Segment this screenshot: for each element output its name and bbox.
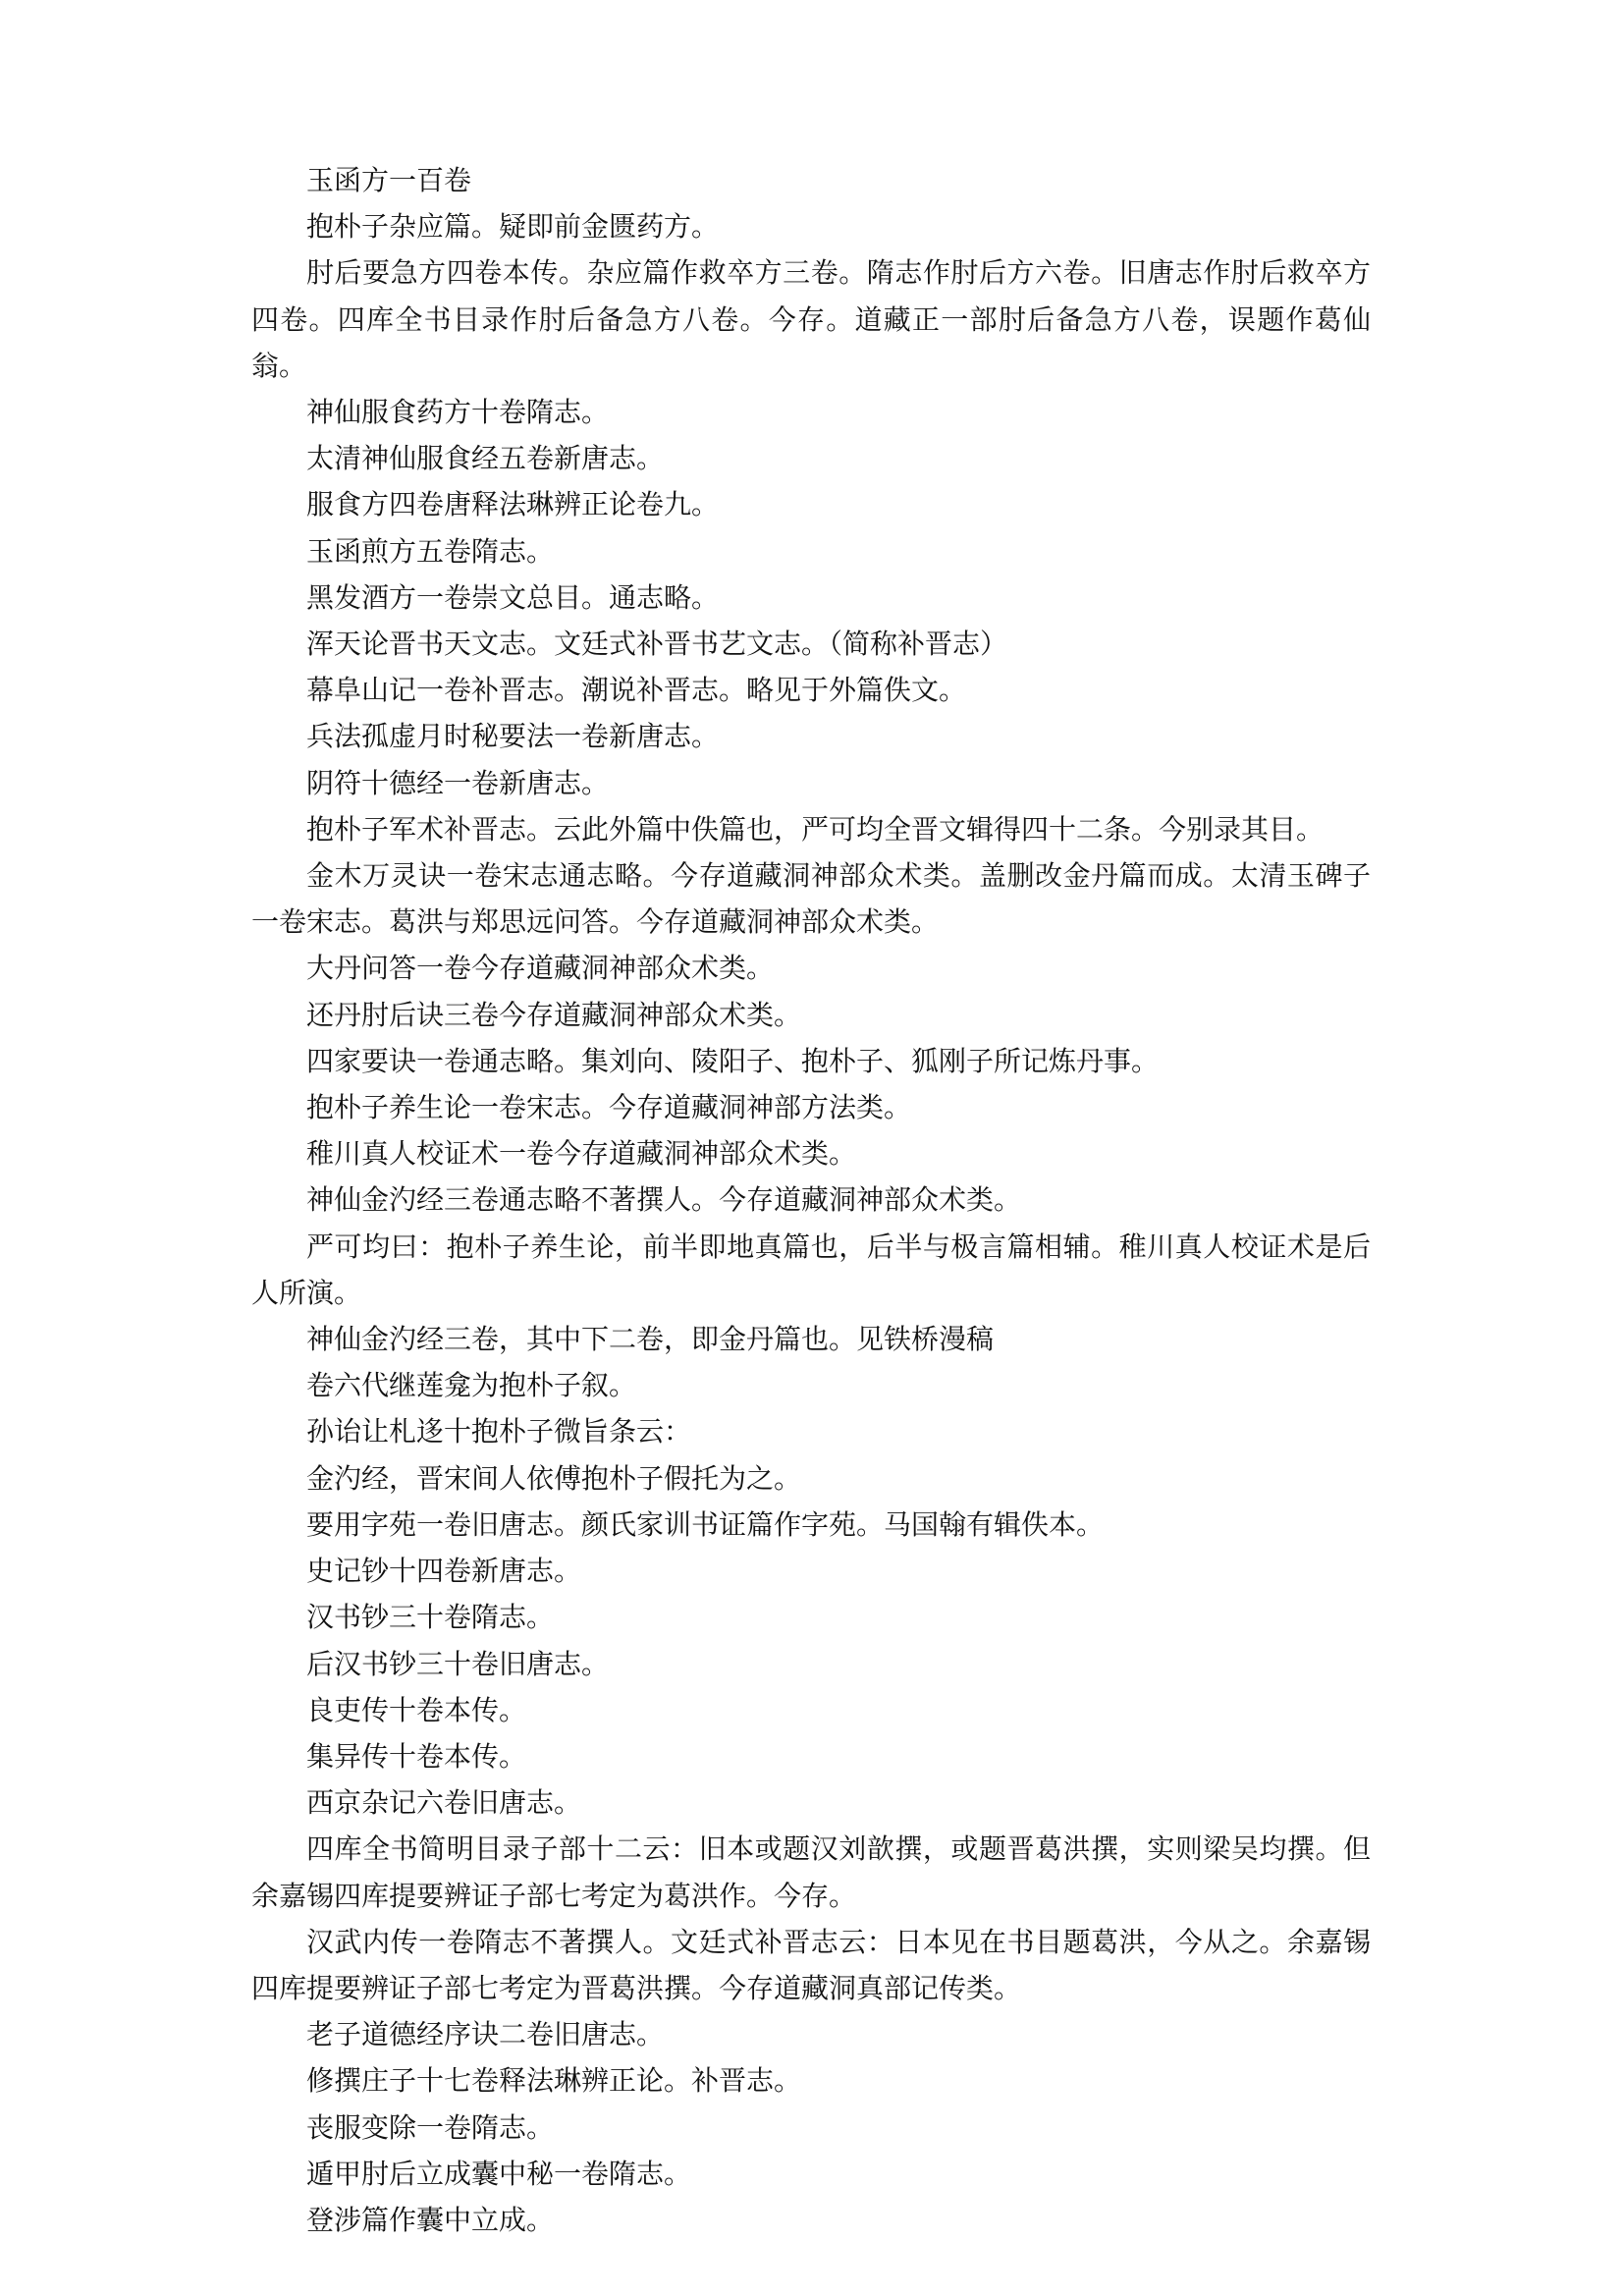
paragraph: 史记钞十四卷新唐志。	[306, 1555, 582, 1588]
paragraph: 浑天论晋书天文志。文廷式补晋书艺文志。（简称补晋志）	[306, 628, 1008, 661]
paragraph: 太清神仙服食经五卷新唐志。	[306, 442, 665, 475]
paragraph: 丧服变除一卷隋志。	[306, 2110, 555, 2144]
paragraph: 遁甲肘后立成囊中秘一卷隋志。	[306, 2157, 692, 2190]
paragraph: 后汉书钞三十卷旧唐志。	[306, 1647, 610, 1680]
paragraph: 肘后要急方四卷本传。杂应篇作救卒方三卷。隋志作肘后方六卷。旧唐志作肘后救卒方四卷。四库全书目录作肘后备急方八卷。今存。道藏正一部肘后备急方八卷，误题作葛仙翁。	[251, 256, 1371, 382]
paragraph: 神仙金汋经三卷通志略不著撰人。今存道藏洞神部众术类。	[306, 1183, 1022, 1217]
paragraph: 黑发酒方一卷崇文总目。通志略。	[306, 580, 720, 614]
paragraph: 严可均曰：抱朴子养生论，前半即地真篇也，后半与极言篇相辅。稚川真人校证术是后人所演。	[251, 1230, 1371, 1309]
paragraph: 玉函煎方五卷隋志。	[306, 534, 555, 568]
paragraph: 阴符十德经一卷新唐志。	[306, 766, 610, 799]
paragraph: 四家要诀一卷通志略。集刘向、陵阳子、抱朴子、狐刚子所记炼丹事。	[306, 1044, 1160, 1077]
body-text	[251, 157, 1371, 2243]
paragraph: 还丹肘后诀三卷今存道藏洞神部众术类。	[306, 998, 802, 1031]
paragraph: 稚川真人校证术一卷今存道藏洞神部众术类。	[306, 1137, 857, 1171]
paragraph: 修撰庄子十七卷释法琳辨正论。补晋志。	[306, 2064, 802, 2098]
paragraph: 老子道德经序诀二卷旧唐志。	[306, 2018, 665, 2051]
paragraph: 兵法孤虚月时秘要法一卷新唐志。	[306, 720, 720, 753]
paragraph: 良吏传十卷本传。	[306, 1693, 527, 1726]
paragraph: 服食方四卷唐释法琳辨正论卷九。	[306, 488, 720, 521]
paragraph: 孙诒让札迻十抱朴子微旨条云：	[306, 1415, 692, 1449]
paragraph: 神仙服食药方十卷隋志。	[306, 396, 610, 429]
paragraph: 抱朴子杂应篇。疑即前金匮药方。	[306, 210, 720, 244]
paragraph: 金木万灵诀一卷宋志通志略。今存道藏洞神部众术类。盖删改金丹篇而成。太清玉碑子一卷宋志。葛洪与郑思远问答。今存道藏洞神部众术类。	[251, 859, 1371, 939]
paragraph: 四库全书简明目录子部十二云：旧本或题汉刘歆撰，或题晋葛洪撰，实则梁吴均撰。但余嘉锡四库提要辨证子部七考定为葛洪作。今存。	[251, 1832, 1371, 1912]
paragraph: 大丹问答一卷今存道藏洞神部众术类。	[306, 952, 775, 985]
paragraph: 汉书钞三十卷隋志。	[306, 1601, 555, 1634]
paragraph: 卷六代继莲龛为抱朴子叙。	[306, 1369, 637, 1402]
paragraph: 汉武内传一卷隋志不著撰人。文廷式补晋志云：日本见在书目题葛洪，今从之。余嘉锡四库提要辨证子部七考定为晋葛洪撰。今存道藏洞真部记传类。	[251, 1925, 1371, 2004]
paragraph: 抱朴子养生论一卷宋志。今存道藏洞神部方法类。	[306, 1091, 912, 1124]
paragraph: 抱朴子军术补晋志。云此外篇中佚篇也，严可均全晋文辑得四十二条。今别录其目。	[306, 812, 1325, 846]
paragraph: 集异传十卷本传。	[306, 1739, 527, 1773]
paragraph: 幕阜山记一卷补晋志。潮说补晋志。略见于外篇佚文。	[306, 674, 967, 707]
paragraph: 玉函方一百卷	[306, 164, 472, 196]
paragraph: 神仙金汋经三卷，其中下二卷，即金丹篇也。见铁桥漫稿	[306, 1323, 995, 1356]
paragraph: 金汋经，晋宋间人依傅抱朴子假托为之。	[306, 1461, 802, 1495]
paragraph: 要用字苑一卷旧唐志。颜氏家训书证篇作字苑。马国翰有辑佚本。	[306, 1507, 1105, 1541]
paragraph: 登涉篇作囊中立成。	[306, 2203, 555, 2236]
paragraph: 西京杂记六卷旧唐志。	[306, 1786, 582, 1820]
